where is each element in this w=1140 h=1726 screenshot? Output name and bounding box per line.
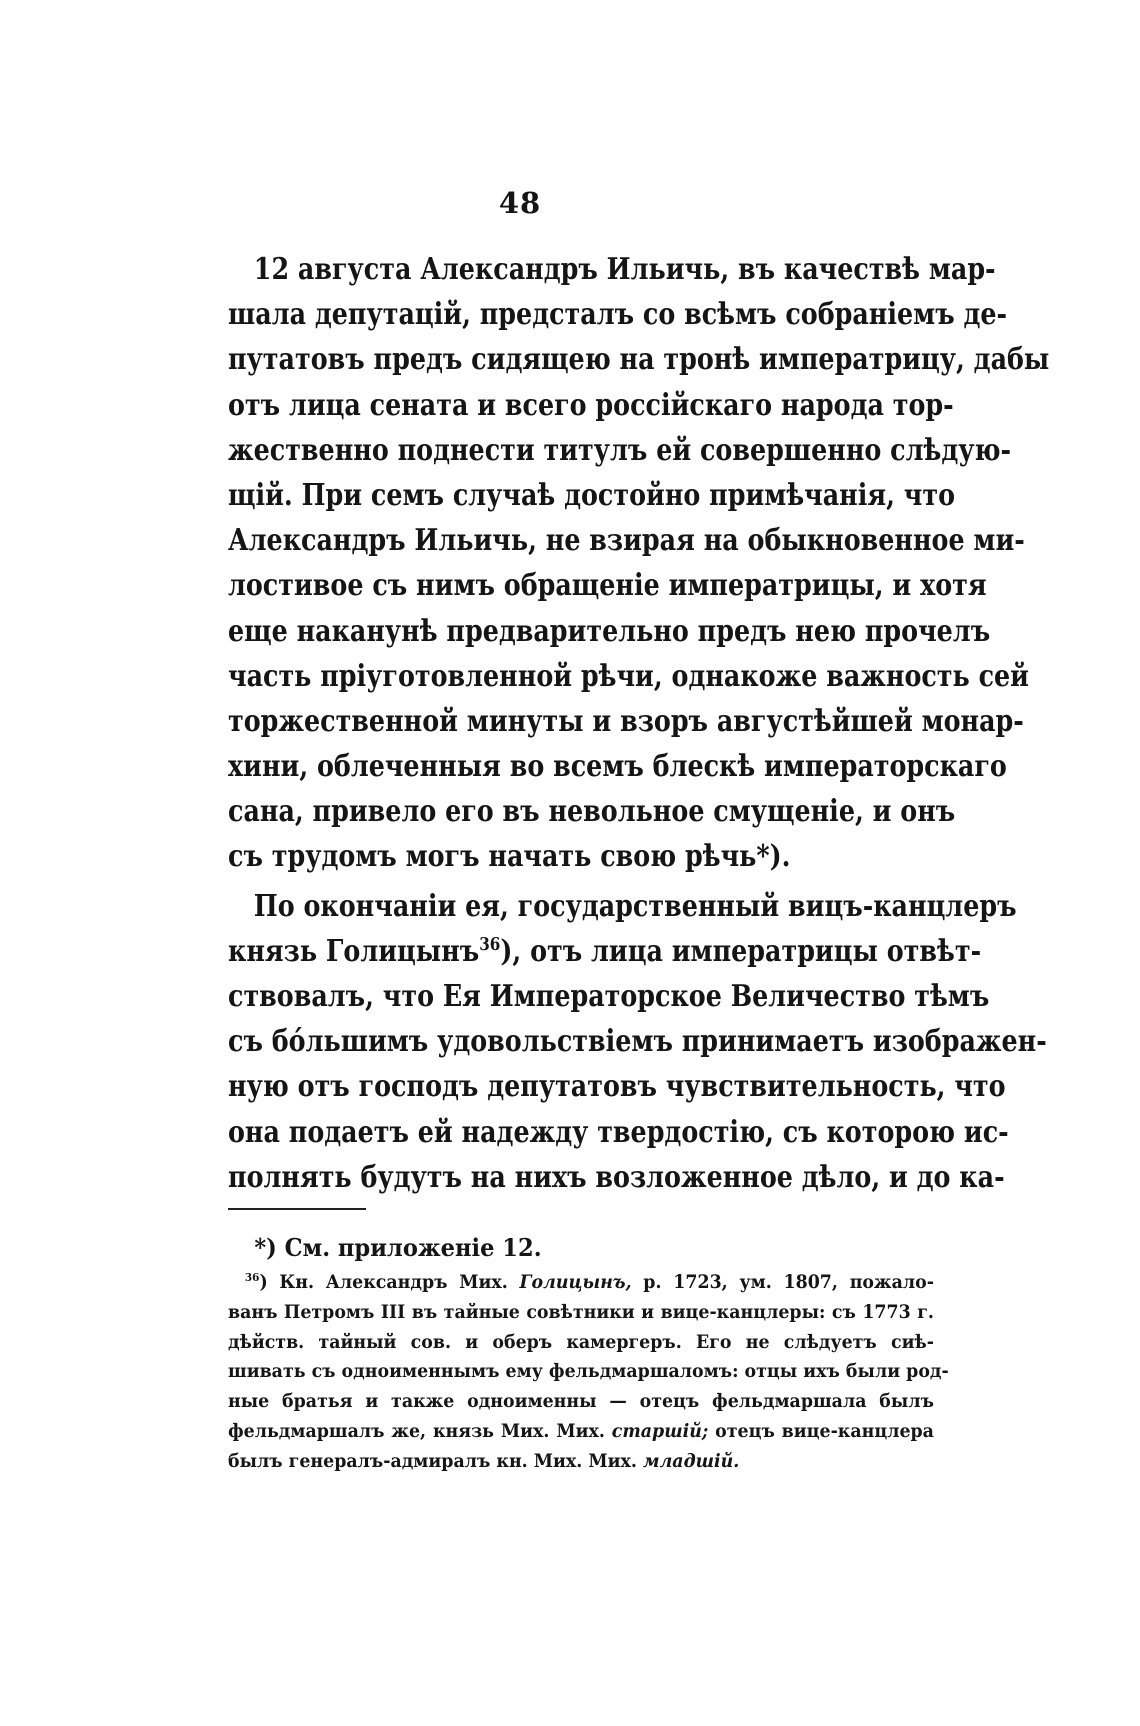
text-line: жественно поднести титулъ ей совершенно слѣдую-: [228, 431, 1012, 467]
text-line: ную отъ господъ депутатовъ чувствительность, что: [228, 1068, 1006, 1104]
text-line: щій. При семъ случаѣ достойно примѣчанія, что: [228, 476, 955, 512]
text-fragment-italic: младшій.: [643, 1450, 740, 1472]
text-line: По окончаніи ея, государственный вицъ-канцлеръ: [253, 887, 1017, 923]
text-line: ствовалъ, что Ея Императорское Величество тѣмъ: [228, 978, 990, 1013]
text-line: сана, привело его въ невольное смущеніе, и онъ: [228, 793, 956, 829]
text-fragment: ), отъ лица императрицы отвѣт-: [500, 932, 982, 968]
text-line: съ бо́льшимъ удовольствіемъ принимаетъ изображен-: [228, 1023, 1047, 1059]
footnote-36-line: [228, 1268, 934, 1298]
footnote-ref-36: 36: [479, 933, 501, 955]
text-line: Александръ Ильичь, не взирая на обыкновенное ми-: [228, 522, 1025, 558]
text-fragment: фельдмаршалъ же, князь Мих. Мих.: [228, 1420, 612, 1442]
text-fragment-italic: Голицынъ,: [519, 1272, 632, 1293]
text-fragment: р. 1723, ум. 1807, пожало-: [631, 1272, 934, 1293]
text-fragment: отецъ вице-канцлера: [708, 1420, 934, 1442]
text-line: отъ лица сената и всего россійскаго народа тор-: [228, 386, 954, 422]
footnote-36-line: шивать съ одноименнымъ ему фельдмаршаломъ: отцы ихъ были род-: [228, 1361, 949, 1383]
text-line: шала депутацій, предсталъ со всѣмъ собраніемъ де-: [228, 296, 1008, 332]
text-line: 12 августа Александръ Ильичь, въ качествѣ мар-: [253, 251, 996, 286]
text-fragment: князь Голицынъ: [228, 932, 480, 968]
text-line: лостивое съ нимъ обращеніе императрицы, и хотя: [228, 567, 987, 603]
text-line: она подаетъ ей надежду твердостію, съ которою ис-: [228, 1113, 1009, 1149]
footnotes: [228, 1228, 949, 1477]
text-line: хини, облеченныя во всемъ блескѣ императорскаго: [228, 748, 1007, 784]
footnote-36-line: дѣйств. тайный сов. и оберъ камергеръ. Его не слѣдуетъ сиѣ-: [228, 1331, 934, 1353]
text-fragment: ) Кн. Александръ Мих.: [259, 1272, 520, 1293]
footnote-36-line: [228, 1447, 934, 1477]
footnote-marker: 36: [244, 1270, 260, 1284]
footnote-divider: [228, 1208, 366, 1210]
text-line: еще наканунѣ предварительно предъ нею прочелъ: [228, 612, 991, 648]
text-fragment-italic: старшій;: [611, 1420, 709, 1442]
footnote-36-line: [228, 1417, 934, 1447]
text-fragment: былъ генералъ-адмиралъ кн. Мих. Мих.: [228, 1450, 644, 1472]
main-text: [228, 246, 1050, 1199]
text-line: полнять будутъ на нихъ возложенное дѣло, и до ка-: [228, 1158, 1005, 1194]
text-line: часть пріуготовленной рѣчи, однакоже важность сей: [228, 657, 1029, 693]
text-line: [228, 928, 982, 973]
footnote-star: *) См. приложеніе 12.: [254, 1233, 542, 1262]
footnote-36-line: ные братья и также одноименны — отецъ фельдмаршала былъ: [228, 1391, 934, 1413]
text-line: съ трудомъ могъ начать свою рѣчь*).: [228, 838, 791, 874]
footnote-36-line: ванъ Петромъ III въ тайные совѣтники и вице-канцлеры: съ 1773 г.: [228, 1301, 934, 1323]
text-line: путатовъ предъ сидящею на тронѣ императрицу, дабы: [228, 341, 1050, 377]
page-number: 48: [498, 186, 542, 220]
text-line: торжественной минуты и взоръ августѣйшей монар-: [228, 702, 1024, 738]
